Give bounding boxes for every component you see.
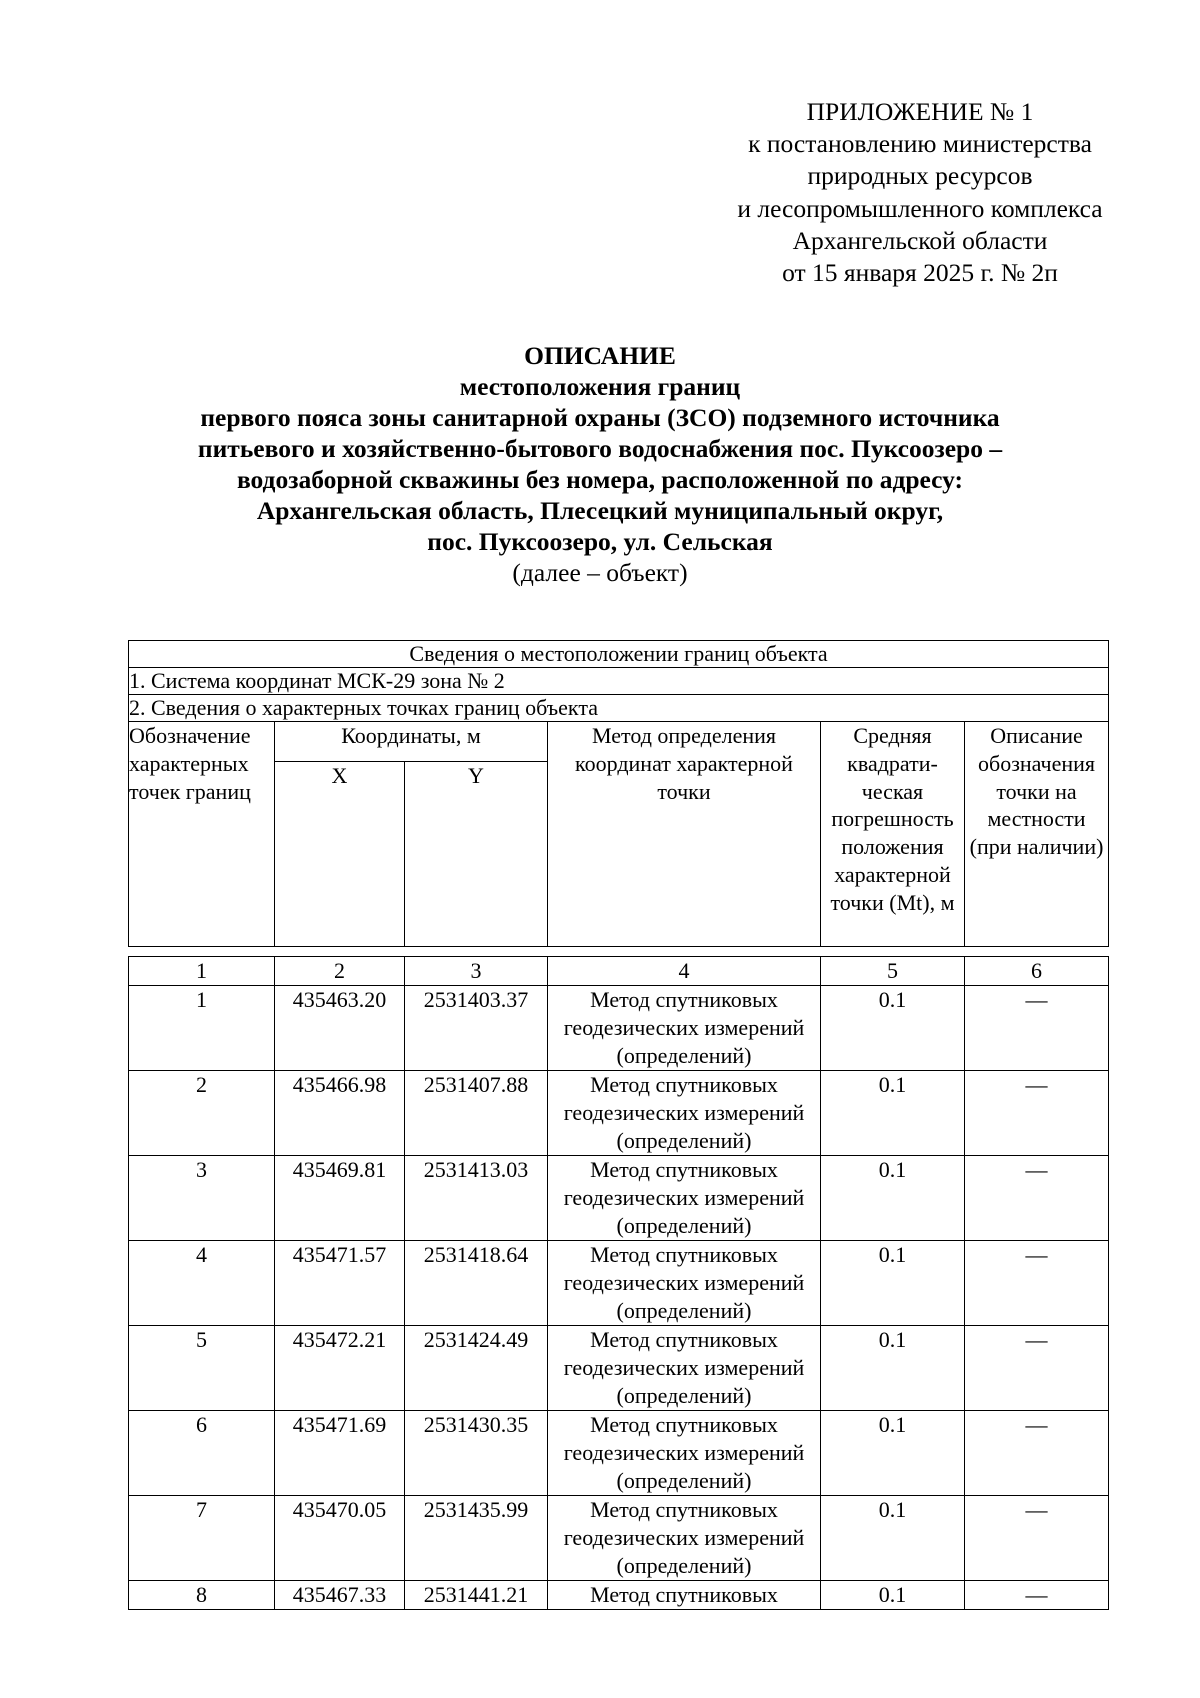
mt-error: 0.1 (821, 1411, 965, 1496)
point-description: — (965, 1156, 1109, 1241)
title-line: первого пояса зоны санитарной охраны (ЗСО) подземного источника (200, 403, 1000, 432)
column-number: 3 (405, 957, 548, 986)
title-line: питьевого и хозяйственно-бытового водоснабжения пос. Пуксоозеро – (197, 434, 1003, 463)
point-description: — (965, 1496, 1109, 1581)
coord-x: 435467.33 (275, 1581, 405, 1610)
column-number: 2 (275, 957, 405, 986)
table-row (129, 1411, 1109, 1496)
coord-y: 2531403.37 (405, 986, 548, 1071)
point-description: — (965, 1071, 1109, 1156)
table-row (129, 1156, 1109, 1241)
point-number: 4 (129, 1241, 275, 1326)
mt-error: 0.1 (821, 1156, 965, 1241)
header-error: Средняя квадрати-ческая погрешность положения характерной точки (Mt), м (821, 722, 965, 947)
coord-y: 2531424.49 (405, 1326, 548, 1411)
mt-error: 0.1 (821, 986, 965, 1071)
column-number-row (129, 957, 1109, 986)
coord-x: 435471.69 (275, 1411, 405, 1496)
method: Метод спутниковых геодезических измерений (определений) (548, 1496, 821, 1581)
point-number: 7 (129, 1496, 275, 1581)
mt-error: 0.1 (821, 1581, 965, 1610)
method: Метод спутниковых (548, 1581, 821, 1610)
table-row (129, 1581, 1109, 1610)
coord-y: 2531418.64 (405, 1241, 548, 1326)
mt-error: 0.1 (821, 1326, 965, 1411)
method: Метод спутниковых геодезических измерений (определений) (548, 1156, 821, 1241)
annex-number: ПРИЛОЖЕНИЕ № 1 (806, 97, 1034, 126)
title-heading: ОПИСАНИЕ (524, 341, 676, 370)
point-number: 8 (129, 1581, 275, 1610)
column-number: 6 (965, 957, 1109, 986)
header-y: Y (405, 762, 548, 947)
table-row (129, 1496, 1109, 1581)
coord-y: 2531435.99 (405, 1496, 548, 1581)
header-method: Метод определения координат характерной точки (548, 722, 821, 947)
title-line: Архангельская область, Плесецкий муниципальный округ, (256, 496, 944, 525)
annex-block (700, 96, 1140, 289)
annex-date: от 15 января 2025 г. № 2п (782, 258, 1058, 288)
method: Метод спутниковых геодезических измерений (определений) (548, 1411, 821, 1496)
table-caption: Сведения о местоположении границ объекта (129, 641, 1109, 668)
method: Метод спутниковых геодезических измерений (определений) (548, 1326, 821, 1411)
header-coordinates: Координаты, м (275, 722, 548, 762)
table-row (129, 986, 1109, 1071)
point-number: 3 (129, 1156, 275, 1241)
title-line: пос. Пуксоозеро, ул. Сельская (427, 527, 773, 556)
column-number: 5 (821, 957, 965, 986)
column-number: 1 (129, 957, 275, 986)
table-row (129, 1326, 1109, 1411)
method: Метод спутниковых геодезических измерений (определений) (548, 1241, 821, 1326)
method: Метод спутниковых геодезических измерений (определений) (548, 986, 821, 1071)
coord-y: 2531413.03 (405, 1156, 548, 1241)
points-section-title: 2. Сведения о характерных точках границ объекта (129, 695, 1109, 722)
point-number: 2 (129, 1071, 275, 1156)
annex-line: и лесопромышленного комплекса (737, 193, 1103, 223)
point-description: — (965, 1241, 1109, 1326)
header-description: Описание обозначения точки на местности (при наличии) (965, 722, 1109, 947)
mt-error: 0.1 (821, 1496, 965, 1581)
mt-error: 0.1 (821, 1071, 965, 1156)
point-number: 1 (129, 986, 275, 1071)
header-table (128, 640, 1109, 947)
coord-y: 2531407.88 (405, 1071, 548, 1156)
point-description: — (965, 1326, 1109, 1411)
header-point-designation: Обозначение характерных точек границ (129, 722, 275, 947)
annex-line: Архангельской области (792, 225, 1048, 255)
title-line: водозаборной скважины без номера, расположенной по адресу: (236, 465, 964, 494)
point-description: — (965, 1411, 1109, 1496)
column-number: 4 (548, 957, 821, 986)
mt-error: 0.1 (821, 1241, 965, 1326)
annex-line: природных ресурсов (807, 161, 1033, 191)
header-x: X (275, 762, 405, 947)
method: Метод спутниковых геодезических измерений (определений) (548, 1071, 821, 1156)
point-number: 5 (129, 1326, 275, 1411)
coord-x: 435469.81 (275, 1156, 405, 1241)
point-number: 6 (129, 1411, 275, 1496)
title-line: местоположения границ (459, 372, 741, 401)
points-table (128, 956, 1109, 1610)
coord-y: 2531441.21 (405, 1581, 548, 1610)
table-row (129, 1071, 1109, 1156)
coord-x: 435471.57 (275, 1241, 405, 1326)
coord-x: 435466.98 (275, 1071, 405, 1156)
coord-x: 435470.05 (275, 1496, 405, 1581)
point-description: — (965, 1581, 1109, 1610)
coord-x: 435463.20 (275, 986, 405, 1071)
point-description: — (965, 986, 1109, 1071)
coordinate-system: 1. Система координат МСК-29 зона № 2 (129, 668, 1109, 695)
table-row (129, 1241, 1109, 1326)
coord-x: 435472.21 (275, 1326, 405, 1411)
coord-y: 2531430.35 (405, 1411, 548, 1496)
annex-line: к постановлению министерства (748, 129, 1092, 159)
title-note: (далее – объект) (512, 558, 688, 587)
document-title (60, 340, 1140, 588)
